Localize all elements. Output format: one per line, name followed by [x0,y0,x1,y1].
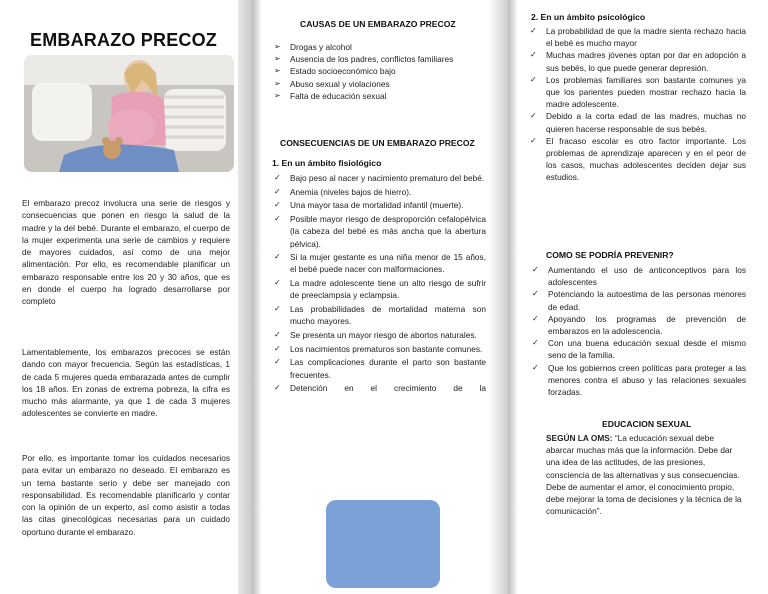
checkmark-icon: ✓ [274,186,281,196]
checkmark-icon: ✓ [532,313,539,323]
checkmark-icon: ✓ [274,278,281,288]
list-item: ✓ Detención en el crecimiento de la [274,383,486,394]
list-item: ✓ Las probabilidades de mortalidad materna son mucho mayores. [274,304,486,327]
list-item: ✓ Apoyando los programas de prevención de embarazos en la adolescencia. [532,313,746,337]
prevention-list [530,264,746,398]
list-item: ➢ Falta de educación sexual [274,90,387,101]
checkmark-icon: ✓ [530,74,537,84]
list-item: ✓ Se presenta un mayor riesgo de abortos naturales. [274,329,477,340]
list-item: ✓ Posible mayor riesgo de desproporción cefalopélvica (la cabeza del bebé es más ancha que la abertura pélvica). [274,214,486,249]
blue-rounded-shape [326,500,440,588]
list-item: ➢ Ausencia de los padres, conflictos familiares [274,54,454,65]
checkmark-icon: ✓ [274,329,281,339]
checkmark-icon: ✓ [274,304,281,314]
consequences-heading: CONSECUENCIAS DE UN EMBARAZO PRECOZ [280,138,475,148]
psychological-heading: 2. En un ámbito psicológico [531,12,646,22]
checkmark-icon: ✓ [274,173,281,182]
pregnant-woman-photo [24,55,234,172]
oms-quote-text: “La educación sexual debe abarcar muchas más que la información. Debe dar una idea de las actitudes, de las presiones, consciencia de las alternativas y sus consecuencias. Debe de aumentar el amor, el conocimiento propio, debe mejorar la toma de decisiones y la técnica de la comunicación”. [546,433,742,517]
checkmark-icon: ✓ [530,26,537,35]
intro-paragraph: El embarazo precoz involucra una serie de riesgos y consecuencias que ponen en riesgo la salud de la madre y la del bebé. Durante el embarazo, el cuerpo de la mujer experimenta una serie de cambios y requiere de mayores cuidados, así como de una mejor alimentación. Por ello, es recomendable planificar un embarazo responsable entre los 20 y 30 años, que es en donde el cuerpo ha logrado desarrollarse por completo [22,198,230,307]
list-item: ✓ Debido a la corta edad de las madres, muchas no quieren hacerse responsable de sus bebés. [530,111,746,134]
sexual-education-heading: EDUCACION SEXUAL [602,419,692,429]
checkmark-icon: ✓ [274,252,281,262]
list-item: ➢ Drogas y alcohol [274,42,352,52]
list-item: ✓ Anemia (niveles bajos de hierro). [274,186,412,197]
list-item: ✓ Los nacimientos prematuros son bastante comunes. [274,343,483,354]
arrow-bullet-icon: ➢ [274,54,281,64]
list-item: ✓ Que los gobiernos creen políticas para proteger a las menores contra el abuso y las relaciones sexuales forzadas. [532,362,746,398]
checkmark-icon: ✓ [274,200,281,210]
list-item: ✓ La madre adolescente tiene un alto riesgo de sufrir de preeclampsia y eclampsia. [274,278,486,301]
checkmark-icon: ✓ [532,289,539,299]
panel-left [0,0,238,594]
prevention-paragraph: Por ello, es importante tomar los cuidados necesarios para evitar un embarazo no deseado. El embarazo es un tema bastante serio y debe ser manejado con responsabilidad. Es recomendable planificarlo y contar con la opinión de un experto, así como asistir a todas las citas ginecológicas necesarias para un cuidado oportuno durante el embarazo. [22,453,230,537]
list-item: ✓ El fracaso escolar es otro factor importante. Los problemas de aprendizaje aparecen y en el peor de los casos, muchas adolescentes deciden dejar sus estudios. [530,135,746,183]
checkmark-icon: ✓ [274,343,281,353]
list-item: ➢ Abuso sexual y violaciones [274,78,390,89]
list-item: ✓ Aumentando el uso de anticonceptivos para los adolescentes [532,265,746,288]
oms-quote [546,432,744,517]
list-item: ✓ Con una buena educación sexual desde el mismo seno de la familia. [532,338,746,361]
arrow-bullet-icon: ➢ [274,66,281,76]
list-item: ✓ Si la mujer gestante es una niña menor de 15 años, el bebé puede nacer con malformaciones. [274,252,486,275]
checkmark-icon: ✓ [530,50,537,60]
list-item: ➢ Estado socioeconómico bajo [274,66,396,77]
statistics-paragraph: Lamentablemente, los embarazos precoces se están dando con mayor frecuencia. Según las estadísticas, 1 de cada 5 mujeres queda embarazada antes de cumplir los 18 años. En zonas de extrema pobreza, la cifra es mucho más alarmante, ya que 1 de cada 3 mujeres adolescentes se convierte en madre. [22,347,230,419]
checkmark-icon: ✓ [530,111,537,121]
oms-label: SEGÚN LA OMS: [546,433,613,443]
list-item: ✓ Las complicaciones durante el parto son bastante frecuentes. [274,357,486,380]
list-item: ✓ Bajo peso al nacer y nacimiento prematuro del bebé. [274,173,485,183]
checkmark-icon: ✓ [532,338,539,348]
causes-heading: CAUSAS DE UN EMBARAZO PRECOZ [300,19,456,29]
fold-shadow-mid-left [252,0,262,594]
arrow-bullet-icon: ➢ [274,90,281,100]
brochure-title: EMBARAZO PRECOZ [30,30,217,50]
arrow-bullet-icon: ➢ [274,78,281,88]
checkmark-icon: ✓ [274,383,281,393]
fold-shadow-right [508,0,518,594]
physiological-list [272,172,486,396]
psychological-list [528,25,746,184]
checkmark-icon: ✓ [530,135,537,145]
list-item: ✓ Una mayor tasa de mortalidad infantil (muerte). [274,200,464,211]
physiological-heading: 1. En un ámbito fisiológico [272,158,382,168]
list-item: ✓ La probabilidad de que la madre sienta rechazo hacia el bebé es mucho mayor [530,26,746,49]
checkmark-icon: ✓ [532,362,539,372]
list-item: ✓ Potenciando la autoestima de las personas menores de edad. [532,289,746,312]
causes-list [272,41,486,102]
checkmark-icon: ✓ [532,265,539,274]
list-item: ✓ Los problemas familiares son bastante comunes ya que los parientes pueden mostrar rechazo hacia la madre adolescente. [530,74,746,110]
list-item: ✓ Muchas madres jóvenes optan por dar en adopción a sus bebés, lo que puede generar depresión. [530,50,746,73]
checkmark-icon: ✓ [274,357,281,367]
checkmark-icon: ✓ [274,214,281,224]
arrow-bullet-icon: ➢ [274,42,281,51]
prevention-heading: COMO SE PODRÍA PREVENIR? [546,250,674,260]
